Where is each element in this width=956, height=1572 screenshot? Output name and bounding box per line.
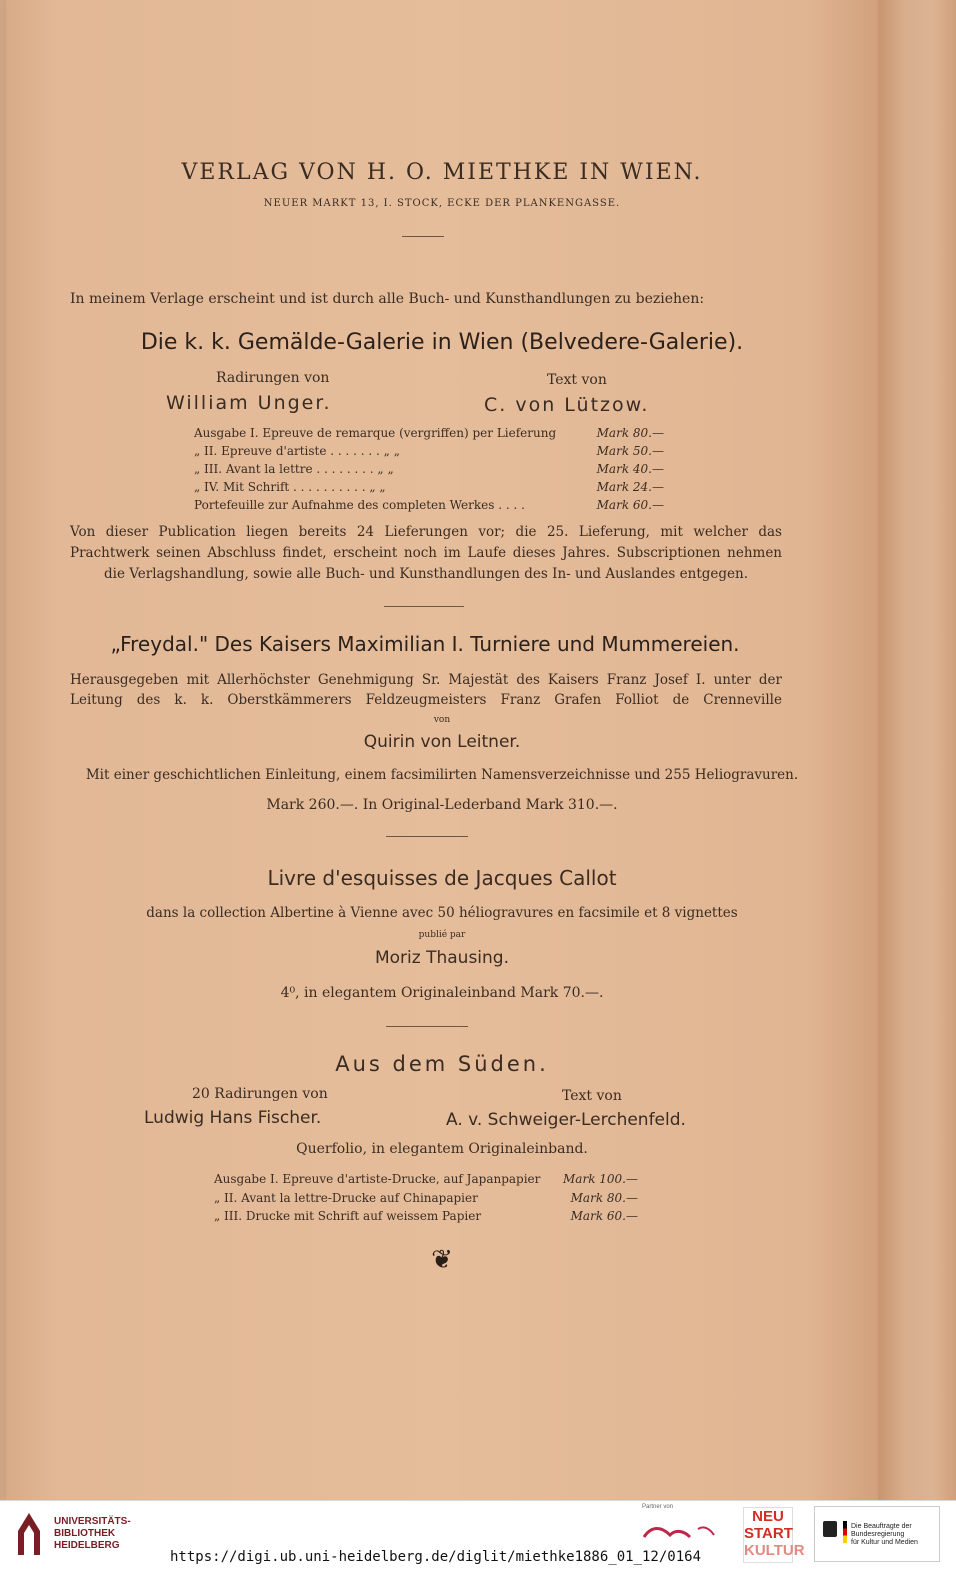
callot-description: dans la collection Albertine à Vienne avec 50 héliogravures en facsimile et 8 vignettes [146, 905, 738, 921]
intro-text: In meinem Verlage erscheint und ist durch alle Buch- und Kunsthandlungen zu beziehen: [70, 291, 705, 307]
sueden-editions [214, 1170, 638, 1226]
gallery-title: Die k. k. Gemälde-Galerie in Wien (Belvedere-Galerie). [140, 330, 744, 355]
callot-price: 4⁰, in elegantem Originaleinband Mark 70.—. [280, 985, 604, 1001]
document-page [6, 0, 878, 1500]
edition-row: Ausgabe I. Epreuve d'artiste-Drucke, auf Japanpapier Mark 100.— [214, 1172, 638, 1186]
viewer-footer [0, 1500, 956, 1572]
freydal-title: „Freydal." Des Kaisers Maximilian I. Turniere und Mummereien. [110, 632, 740, 656]
sueden-title: Aus dem Süden. [335, 1052, 549, 1076]
neustart-kultur-logo[interactable]: NEU START KULTUR [743, 1507, 793, 1563]
ornament-icon: ❦ [431, 1245, 453, 1275]
gallery-note: Von dieser Publication liegen bereits 24 Lieferungen vor; die 25. Lieferung, mit welcher das Prachtwerk seinen Abschluss findet, erscheint noch im Laufe dieses Jahres. Subscriptionen nehmen die Verlagshandlung, sowie alle Buch- und Kunsthandlungen des In- und Auslandes entgegen. [70, 524, 782, 582]
freydal-description: Herausgegeben mit Allerhöchster Genehmigung Sr. Majestät des Kaisers Franz Josef I. unter der Leitung des k. k. Oberstkämmerers Feldzeugmeisters Franz Grafen Folliot de Crenneville [70, 672, 782, 708]
gallery-editions [194, 424, 664, 514]
edition-row: „ II. Epreuve d'artiste . . . . . . . „ „ Mark 50.— [194, 444, 664, 458]
freydal-author: Quirin von Leitner. [363, 732, 521, 752]
gallery-etcher-label: Radirungen von [216, 370, 330, 386]
edition-row: „ III. Drucke mit Schrift auf weissem Papier Mark 60.— [214, 1209, 638, 1223]
page-edge [878, 0, 956, 1500]
sueden-format: Querfolio, in elegantem Originaleinband. [296, 1141, 588, 1157]
gallery-author-name: C. von Lützow. [484, 394, 650, 416]
library-logo[interactable]: UNIVERSITÄTS- BIBLIOTHEK HEIDELBERG [14, 1511, 131, 1557]
callot-title: Livre d'esquisses de Jacques Callot [267, 866, 617, 890]
edition-row: Ausgabe I. Epreuve de remarque (vergriffen) per Lieferung Mark 80.— [194, 426, 664, 440]
edition-row: Portefeuille zur Aufnahme des completen Werkes . . . . Mark 60.— [194, 498, 664, 512]
partner-logo[interactable] [640, 1515, 720, 1555]
sueden-etcher-label: 20 Radirungen von [192, 1086, 328, 1102]
callot-publie: publié par [418, 930, 466, 940]
library-emblem-icon [14, 1511, 44, 1557]
edition-row: „ III. Avant la lettre . . . . . . . . „ „ Mark 40.— [194, 462, 664, 476]
gallery-text-label: Text von [547, 372, 607, 388]
edition-row: „ IV. Mit Schrift . . . . . . . . . . „ „ Mark 24.— [194, 480, 664, 494]
freydal-von: von [433, 715, 451, 725]
publisher-heading: VERLAG VON H. O. MIETHKE IN WIEN. [181, 160, 703, 185]
partner-label: Partner von [642, 1504, 674, 1510]
divider [384, 606, 464, 607]
freydal-contents: Mit einer geschichtlichen Einleitung, einem facsimilirten Namensverzeichnisse und 255 Heliogravuren. [85, 767, 799, 783]
sueden-text-label: Text von [562, 1088, 622, 1104]
federal-eagle-icon [823, 1521, 837, 1537]
publisher-address: NEUER MARKT 13, I. STOCK, ECKE DER PLANKENGASSE. [263, 198, 621, 209]
divider [386, 836, 468, 837]
edition-row: „ II. Avant la lettre-Drucke auf Chinapapier Mark 80.— [214, 1190, 638, 1205]
sueden-author-name: A. v. Schweiger-Lerchenfeld. [446, 1110, 686, 1130]
flag-stripe-icon [843, 1521, 847, 1543]
sueden-etcher-name: Ludwig Hans Fischer. [144, 1108, 322, 1128]
freydal-price: Mark 260.—. In Original-Lederband Mark 310.—. [266, 797, 618, 813]
callot-author: Moriz Thausing. [374, 948, 509, 968]
divider [402, 236, 444, 237]
page-url[interactable]: https://digi.ub.uni-heidelberg.de/diglit/miethke1886_01_12/0164 [170, 1549, 702, 1565]
gallery-etcher-name: William Unger. [166, 392, 332, 414]
divider [386, 1026, 468, 1027]
bkm-logo[interactable]: Die Beauftragte der Bundesregierung für Kultur und Medien [814, 1506, 940, 1562]
